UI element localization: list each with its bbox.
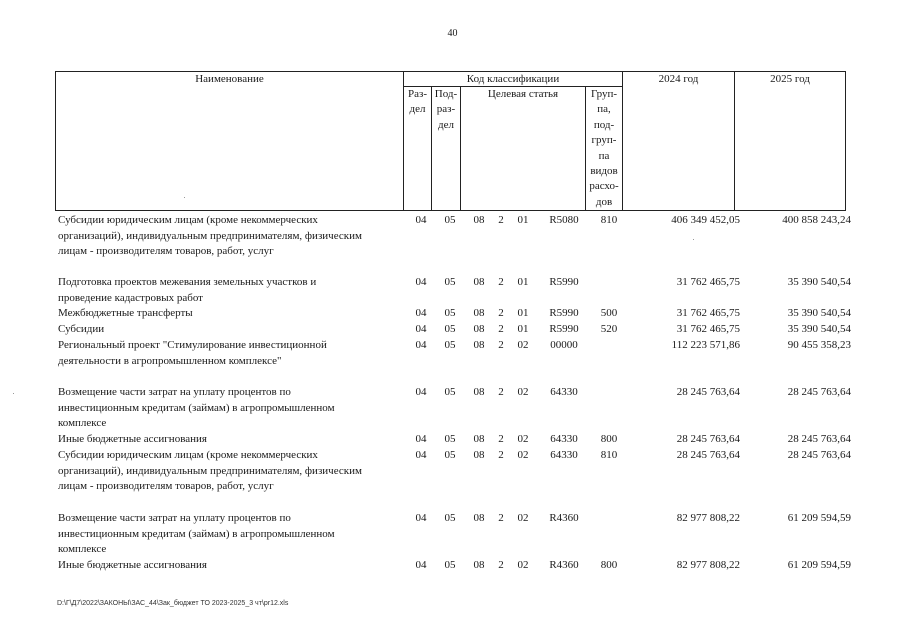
header-classification — [404, 72, 623, 87]
row-name-line: лицам - производителям товаров, работ, услуг — [58, 480, 274, 493]
cell-podrazdel: 05 — [444, 339, 456, 351]
cell-subprogram: 2 — [498, 214, 504, 226]
cell-direction: R4360 — [549, 559, 579, 571]
header-classification-label: Код классификации — [466, 73, 560, 85]
cell-direction: 64330 — [550, 386, 578, 398]
cell-program: 08 — [473, 512, 485, 524]
cell-subprogram: 2 — [498, 512, 504, 524]
cell-podrazdel: 05 — [444, 449, 456, 461]
cell-2025: 61 209 594,59 — [787, 559, 851, 571]
row-name-line: Возмещение части затрат на уплату процентов по — [58, 386, 291, 398]
cell-main-event: 02 — [517, 339, 529, 351]
cell-direction: R5990 — [549, 276, 579, 288]
header-razdel — [404, 87, 432, 211]
header-group-line: па — [598, 149, 610, 162]
header-group — [586, 87, 623, 211]
row-name — [58, 511, 403, 558]
row-name-line: комплексе — [58, 417, 107, 430]
header-year-2025-label: 2025 год — [770, 73, 810, 85]
row-name-line: Субсидии — [58, 323, 105, 335]
cell-main-event: 02 — [517, 512, 529, 524]
header-podrazdel — [432, 87, 461, 211]
scan-speck — [693, 239, 694, 240]
cell-vid: 800 — [600, 559, 618, 571]
scan-speck — [13, 393, 14, 394]
header-target-article-label: Целевая статья — [487, 88, 559, 100]
header-razdel-line: дел — [409, 103, 426, 116]
row-name-line: комплексе — [58, 543, 107, 556]
header-group-line: расхо- — [589, 180, 619, 193]
file-path-footer: D:\Г\Д7\2022\ЗАКОНЫ\ЗАС_44\Зак_бюджет ТО 2023-2025_3 чт\pr12.xls — [57, 600, 289, 607]
cell-razdel: 04 — [415, 433, 427, 445]
cell-vid: 810 — [600, 214, 618, 226]
row-name-line: организаций), индивидуальным предпринимателям, физическим — [58, 229, 362, 242]
row-name — [58, 432, 403, 448]
cell-2025: 35 390 540,54 — [787, 323, 851, 335]
cell-podrazdel: 05 — [444, 433, 456, 445]
cell-subprogram: 2 — [498, 323, 504, 335]
row-name — [58, 322, 403, 338]
cell-2024: 406 349 452,05 — [671, 214, 740, 226]
cell-subprogram: 2 — [498, 559, 504, 571]
header-year-2025 — [735, 72, 846, 211]
cell-2025: 90 455 358,23 — [787, 339, 851, 351]
cell-subprogram: 2 — [498, 307, 504, 319]
cell-podrazdel: 05 — [444, 214, 456, 226]
header-group-line: видов — [590, 165, 618, 178]
cell-program: 08 — [473, 433, 485, 445]
cell-podrazdel: 05 — [444, 512, 456, 524]
cell-main-event: 01 — [517, 276, 529, 288]
cell-razdel: 04 — [415, 323, 427, 335]
row-name-line: Возмещение части затрат на уплату процентов по — [58, 512, 291, 524]
cell-program: 08 — [473, 449, 485, 461]
cell-program: 08 — [473, 386, 485, 398]
cell-razdel: 04 — [415, 214, 427, 226]
cell-2025: 28 245 763,64 — [787, 386, 851, 398]
page-number: 40 — [447, 28, 458, 39]
cell-podrazdel: 05 — [444, 386, 456, 398]
cell-razdel: 04 — [415, 449, 427, 461]
header-group-line: Груп- — [590, 88, 618, 100]
header-name-label: Наименование — [195, 73, 264, 85]
cell-program: 08 — [473, 276, 485, 288]
cell-2025: 35 390 540,54 — [787, 307, 851, 319]
cell-main-event: 01 — [517, 307, 529, 319]
cell-subprogram: 2 — [498, 433, 504, 445]
header-group-line: груп- — [591, 134, 617, 147]
cell-program: 08 — [473, 307, 485, 319]
cell-2025: 400 858 243,24 — [782, 214, 851, 226]
row-name-line: проведение кадастровых работ — [58, 291, 203, 304]
header-group-line: под- — [593, 118, 615, 131]
header-group-line: дов — [595, 195, 613, 208]
cell-podrazdel: 05 — [444, 323, 456, 335]
cell-razdel: 04 — [415, 276, 427, 288]
row-name-line: организаций), индивидуальным предпринимателям, физическим — [58, 464, 362, 477]
cell-direction: 64330 — [550, 433, 578, 445]
header-name — [56, 72, 404, 211]
cell-razdel: 04 — [415, 559, 427, 571]
cell-podrazdel: 05 — [444, 307, 456, 319]
cell-vid: 800 — [600, 433, 618, 445]
cell-razdel: 04 — [415, 339, 427, 351]
cell-vid: 520 — [600, 323, 618, 335]
row-name-line: Субсидии юридическим лицам (кроме некоммерческих — [58, 214, 318, 226]
cell-subprogram: 2 — [498, 386, 504, 398]
cell-subprogram: 2 — [498, 449, 504, 461]
cell-main-event: 02 — [517, 559, 529, 571]
cell-razdel: 04 — [415, 512, 427, 524]
cell-main-event: 01 — [517, 323, 529, 335]
cell-direction: R5990 — [549, 307, 579, 319]
cell-2025: 28 245 763,64 — [787, 433, 851, 445]
cell-2024: 28 245 763,64 — [676, 433, 740, 445]
row-name-line: лицам - производителям товаров, работ, услуг — [58, 245, 274, 258]
cell-subprogram: 2 — [498, 276, 504, 288]
cell-2025: 61 209 594,59 — [787, 512, 851, 524]
cell-podrazdel: 05 — [444, 559, 456, 571]
cell-2024: 31 762 465,75 — [676, 323, 740, 335]
cell-direction: R4360 — [549, 512, 579, 524]
row-name-line: Иные бюджетные ассигнования — [58, 559, 207, 571]
cell-2024: 31 762 465,75 — [676, 276, 740, 288]
cell-program: 08 — [473, 323, 485, 335]
header-podrazdel-line: Под- — [434, 88, 458, 100]
row-name — [58, 306, 403, 322]
row-name-line: Подготовка проектов межевания земельных участков и — [58, 276, 317, 288]
cell-razdel: 04 — [415, 307, 427, 319]
header-podrazdel-line: дел — [438, 118, 454, 131]
cell-program: 08 — [473, 339, 485, 351]
row-name-line: Иные бюджетные ассигнования — [58, 433, 207, 445]
header-year-2024 — [623, 72, 735, 211]
row-name-line: инвестиционным кредитам (займам) в агропромышленном — [58, 527, 335, 540]
row-name — [58, 448, 403, 495]
cell-razdel: 04 — [415, 386, 427, 398]
cell-2024: 112 223 571,86 — [671, 339, 740, 351]
cell-main-event: 02 — [517, 386, 529, 398]
cell-direction: 00000 — [550, 339, 578, 351]
row-name — [58, 385, 403, 432]
cell-podrazdel: 05 — [444, 276, 456, 288]
row-name — [58, 275, 403, 306]
header-razdel-line: Раз- — [407, 88, 427, 100]
header-target-article — [461, 87, 586, 211]
cell-subprogram: 2 — [498, 339, 504, 351]
row-name-line: инвестиционным кредитам (займам) в агропромышленном — [58, 401, 335, 414]
row-name — [58, 338, 403, 369]
header-year-2024-label: 2024 год — [658, 73, 699, 85]
cell-main-event: 02 — [517, 433, 529, 445]
cell-program: 08 — [473, 559, 485, 571]
row-name — [58, 558, 403, 574]
cell-2025: 28 245 763,64 — [787, 449, 851, 461]
cell-vid: 810 — [600, 449, 618, 461]
row-name — [58, 213, 403, 260]
cell-2024: 31 762 465,75 — [676, 307, 740, 319]
cell-2024: 28 245 763,64 — [676, 449, 740, 461]
row-name-line: Региональный проект "Стимулирование инвестиционной — [58, 339, 327, 351]
row-name-line: Межбюджетные трансферты — [58, 307, 193, 319]
scan-speck — [184, 197, 185, 198]
cell-direction: R5080 — [549, 214, 579, 226]
cell-direction: R5990 — [549, 323, 579, 335]
cell-main-event: 02 — [517, 449, 529, 461]
cell-2024: 82 977 808,22 — [676, 512, 740, 524]
cell-2024: 82 977 808,22 — [676, 559, 740, 571]
cell-main-event: 01 — [517, 214, 529, 226]
cell-program: 08 — [473, 214, 485, 226]
row-name-line: Субсидии юридическим лицам (кроме некоммерческих — [58, 449, 318, 461]
cell-2025: 35 390 540,54 — [787, 276, 851, 288]
row-name-line: деятельности в агропромышленном комплексе" — [58, 354, 282, 367]
header-podrazdel-line: раз- — [436, 103, 456, 116]
cell-direction: 64330 — [550, 449, 578, 461]
cell-2024: 28 245 763,64 — [676, 386, 740, 398]
header-group-line: па, — [597, 103, 611, 116]
table-header — [55, 71, 846, 211]
cell-vid: 500 — [600, 307, 618, 319]
